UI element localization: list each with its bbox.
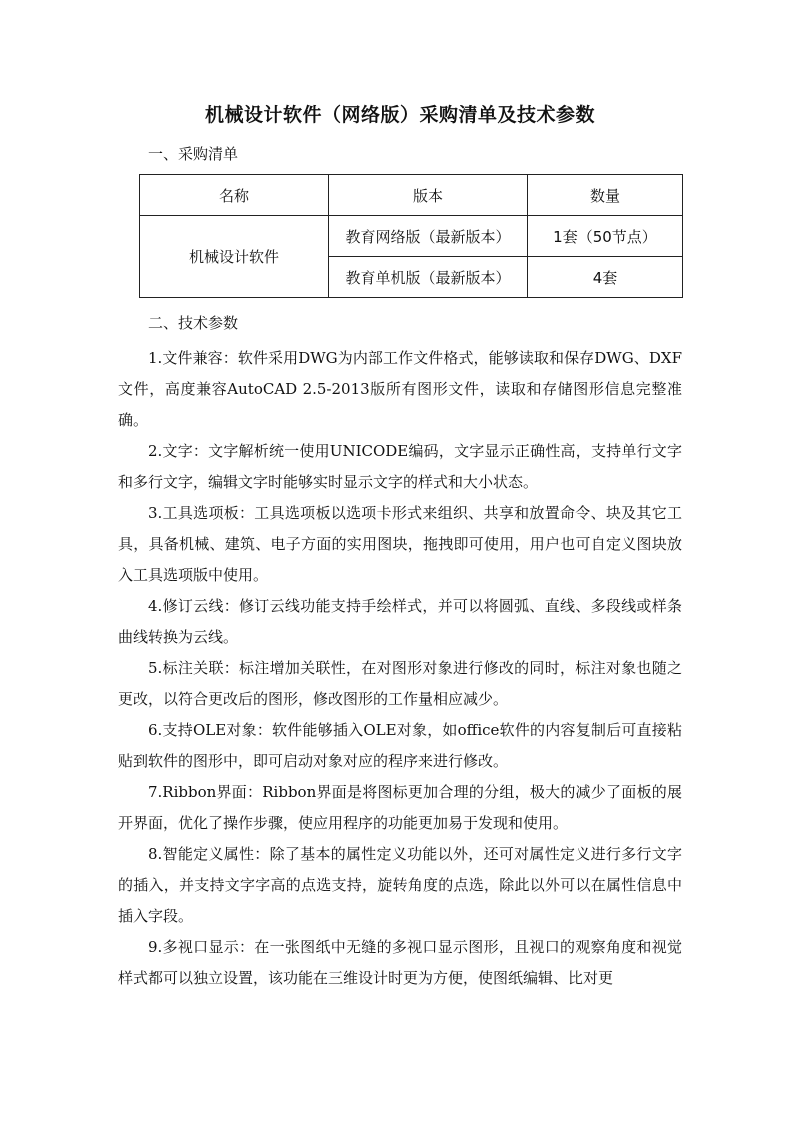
quantity-cell: 4套 <box>528 257 683 298</box>
document-title: 机械设计软件（网络版）采购清单及技术参数 <box>204 104 595 126</box>
section-heading-procurement: 一、采购清单 <box>148 145 239 163</box>
header-version: 版本 <box>329 175 528 216</box>
spec-paragraph-9: 9.多视口显示：在一张图纸中无缝的多视口显示图形，且视口的观察角度和视觉样式都可以独立设置，该功能在三维设计时更为方便，使图纸编辑、比对更 <box>118 938 682 987</box>
table-row <box>140 216 683 257</box>
header-quantity: 数量 <box>528 175 683 216</box>
version-cell: 教育单机版（最新版本） <box>329 257 528 298</box>
spec-paragraph-4: 4.修订云线：修订云线功能支持手绘样式，并可以将圆弧、直线、多段线或样条曲线转换为云线。 <box>118 597 682 646</box>
spec-paragraph-2: 2.文字：文字解析统一使用UNICODE编码，文字显示正确性高，支持单行文字和多行文字，编辑文字时能够实时显示文字的样式和大小状态。 <box>118 442 682 491</box>
section-heading-specs: 二、技术参数 <box>148 314 239 332</box>
procurement-table <box>139 174 683 298</box>
spec-paragraph-8: 8.智能定义属性：除了基本的属性定义功能以外，还可对属性定义进行多行文字的插入，并支持文字字高的点选支持，旋转角度的点选，除此以外可以在属性信息中插入字段。 <box>118 845 682 925</box>
spec-paragraph-7: 7.Ribbon界面：Ribbon界面是将图标更加合理的分组，极大的减少了面板的展开界面，优化了操作步骤，使应用程序的功能更加易于发现和使用。 <box>118 783 682 832</box>
header-name: 名称 <box>140 175 329 216</box>
spec-paragraph-6: 6.支持OLE对象：软件能够插入OLE对象，如office软件的内容复制后可直接粘贴到软件的图形中，即可启动对象对应的程序来进行修改。 <box>118 721 682 770</box>
document-page <box>118 100 682 994</box>
quantity-cell: 1套（50节点） <box>528 216 683 257</box>
spec-paragraph-5: 5.标注关联：标注增加关联性，在对图形对象进行修改的同时，标注对象也随之更改，以符合更改后的图形，修改图形的工作量相应减少。 <box>118 659 682 708</box>
version-cell: 教育网络版（最新版本） <box>329 216 528 257</box>
spec-paragraph-3: 3.工具选项板：工具选项板以选项卡形式来组织、共享和放置命令、块及其它工具，具备机械、建筑、电子方面的实用图块，拖拽即可使用，用户也可自定义图块放入工具选项版中使用。 <box>118 504 682 584</box>
product-name-cell: 机械设计软件 <box>140 216 329 298</box>
table-header-row <box>140 175 683 216</box>
spec-paragraph-1: 1.文件兼容：软件采用DWG为内部工作文件格式，能够读取和保存DWG、DXF文件，高度兼容AutoCAD 2.5-2013版所有图形文件，读取和存储图形信息完整准确。 <box>118 349 682 429</box>
